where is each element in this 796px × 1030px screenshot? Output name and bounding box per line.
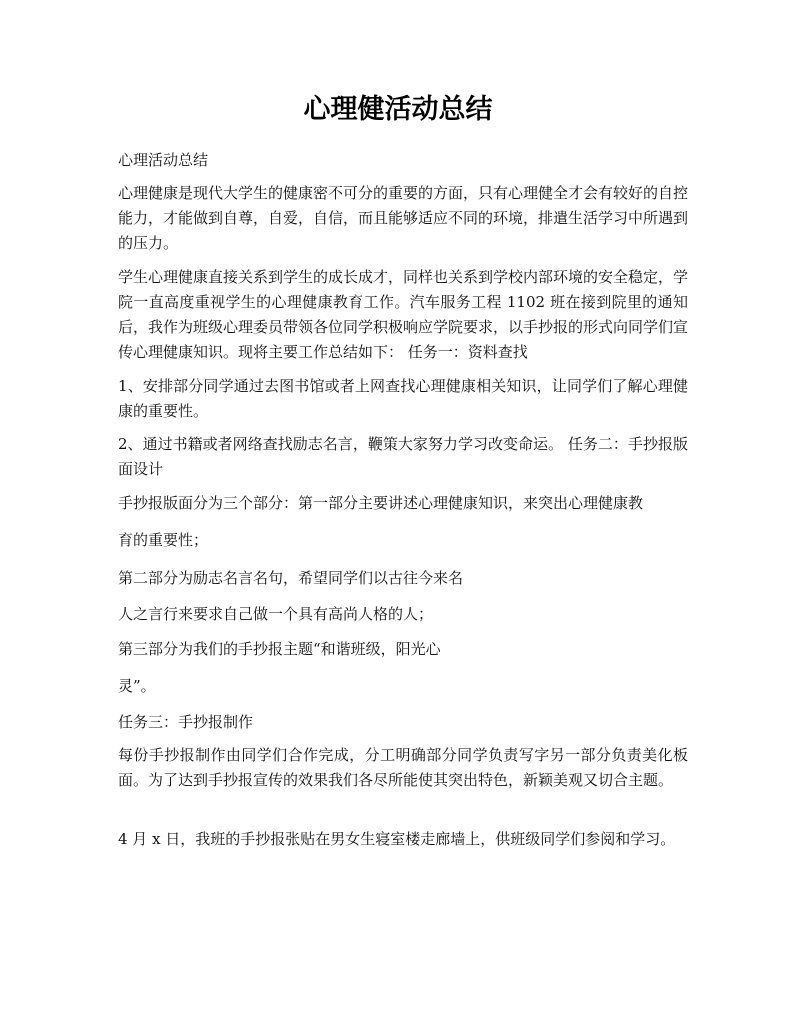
paragraph-layout-part1: 手抄报版面分为三个部分：第一部分主要讲述心理健康知识，来突出心理健康教 [118, 494, 644, 512]
paragraph-layout-part3-cont: 灵”。 [118, 677, 156, 695]
paragraph-posting: 4 月 x 日，我班的手抄报张贴在男女生寝室楼走廊墙上，供班级同学们参阅和学习。 [118, 830, 676, 848]
paragraph-background: 学生心理健康直接关系到学生的成长成才，同样也关系到学校内部环境的安全稳定，学院一直高度重视学生的心理健康教育工作。汽车服务工程 1102 班在接到院里的通知后，我作为班级心理委员带领各位同学积极响应学院要求，以手抄报的形式向同学们宣传心理健康知识。现将主要工作总结如下： 任务一：资料查找 [118, 268, 689, 361]
paragraph-item-1: 1、安排部分同学通过去图书馆或者上网查找心理健康相关知识，让同学们了解心理健康的重要性。 [118, 377, 688, 420]
paragraph-production: 每份手抄报制作由同学们合作完成，分工明确部分同学负责写字另一部分负责美化板面。为了达到手抄报宣传的效果我们各尽所能使其突出特色，新颖美观又切合主题。 [118, 746, 688, 789]
paragraph-layout-part1-cont: 育的重要性； [118, 531, 209, 549]
paragraph-item-2: 2、通过书籍或者网络查找励志名言，鞭策大家努力学习改变命运。 任务二：手抄报版面设计 [118, 435, 688, 478]
paragraph-intro: 心理健康是现代大学生的健康密不可分的重要的方面，只有心理健全才会有较好的自控能力，才能做到自尊，自爱，自信，而且能够适应不同的环境，排遣生活学习中所遇到的压力。 [118, 184, 689, 252]
paragraph-layout-part2: 第二部分为励志名言名句，希望同学们以古往今来名 [118, 569, 464, 587]
document-title: 心理健活动总结 [303, 94, 493, 125]
paragraph-subtitle: 心理活动总结 [118, 151, 209, 169]
paragraph-task-3-heading: 任务三：手抄报制作 [118, 713, 254, 731]
paragraph-layout-part2-cont: 人之言行来要求自己做一个具有高尚人格的人； [118, 605, 434, 623]
paragraph-layout-part3: 第三部分为我们的手抄报主题“和谐班级，阳光心 [118, 640, 441, 658]
